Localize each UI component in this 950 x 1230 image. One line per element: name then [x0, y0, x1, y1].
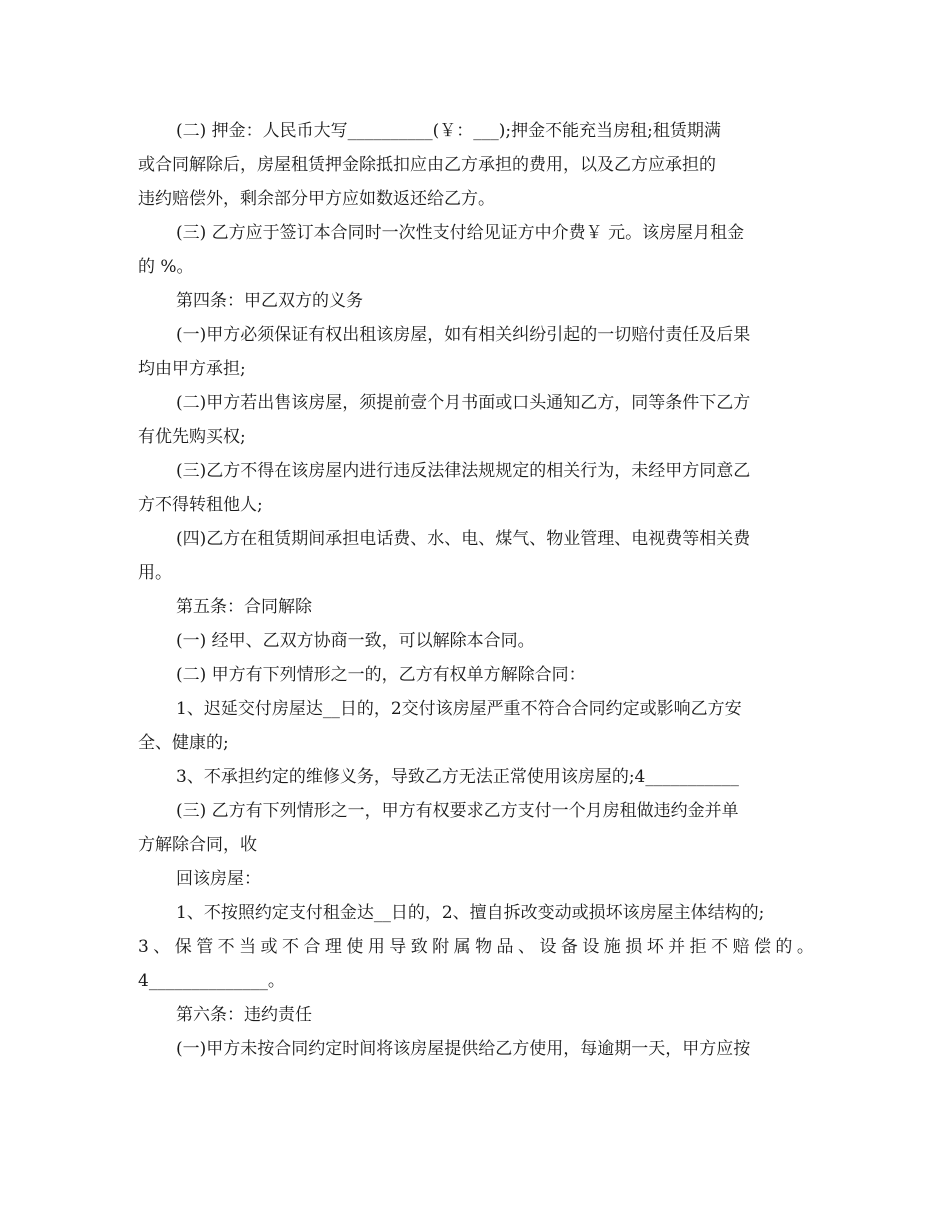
justified-char: 属 — [453, 937, 471, 957]
justified-char: 设 — [582, 937, 600, 957]
paragraph-line: (三) 乙方应于签订本合同时一次性支付给见证方中介费￥ 元。该房屋月租金 — [176, 223, 745, 243]
justified-char: 设 — [539, 937, 557, 957]
justified-char: 用 — [367, 937, 385, 957]
paragraph-line: (四)乙方在租赁期间承担电话费、水、电、煤气、物业管理、电视费等相关费 — [176, 529, 751, 549]
paragraph-line: 1、迟延交付房屋达__日的，2交付该房屋严重不符合合同约定或影响乙方安 — [176, 699, 742, 719]
paragraph-line: 3、不承担约定的维修义务，导致乙方无法正常使用该房屋的;4___________ — [176, 767, 739, 787]
justified-char: 物 — [475, 937, 493, 957]
justified-char: 备 — [560, 937, 578, 957]
justified-paragraph-line — [138, 936, 814, 958]
justified-char: 。 — [796, 937, 814, 957]
justified-char: 保 — [174, 937, 192, 957]
justified-char: 附 — [432, 937, 450, 957]
justified-char: 赔 — [732, 937, 750, 957]
section-heading: 第五条：合同解除 — [176, 597, 312, 617]
paragraph-line: 全、健康的; — [138, 733, 229, 753]
paragraph-line: (一)甲方未按合同约定时间将该房屋提供给乙方使用，每逾期一天，甲方应按 — [176, 1039, 751, 1059]
justified-char: 品 — [496, 937, 514, 957]
paragraph-line: 4______________。 — [138, 971, 285, 991]
justified-char: 导 — [389, 937, 407, 957]
justified-char: 不 — [282, 937, 299, 957]
paragraph-line: 1、不按照约定支付租金达__日的，2、擅自拆改变动或损坏该房屋主体结构的; — [176, 903, 765, 923]
paragraph-line: 方不得转租他人; — [138, 495, 263, 515]
paragraph-line: (三)乙方不得在该房屋内进行违反法律法规规定的相关行为，未经甲方同意乙 — [176, 461, 751, 481]
paragraph-line: (一) 经甲、乙双方协商一致，可以解除本合同。 — [176, 631, 535, 651]
justified-char: 的 — [775, 937, 793, 957]
paragraph-line: 方解除合同，收 — [138, 835, 257, 855]
justified-char: 损 — [625, 937, 643, 957]
justified-char: 致 — [410, 937, 428, 957]
paragraph-line: 或合同解除后，房屋租赁押金除抵扣应由乙方承担的费用，以及乙方应承担的 — [138, 155, 716, 175]
paragraph-line: 的 %。 — [138, 257, 194, 277]
justified-char: 、 — [517, 937, 535, 957]
justified-char: 坏 — [646, 937, 664, 957]
paragraph-line: 有优先购买权; — [138, 427, 246, 447]
justified-char: 不 — [711, 937, 729, 957]
paragraph-line: (二)甲方若出售该房屋，须提前壹个月书面或口头通知乙方，同等条件下乙方 — [176, 393, 751, 413]
justified-char: 不 — [217, 937, 235, 957]
paragraph-line: 用。 — [138, 563, 172, 583]
justified-char: 合 — [303, 937, 321, 957]
justified-char: 、 — [153, 937, 171, 957]
justified-char: 拒 — [689, 937, 707, 957]
justified-char: 3 — [138, 937, 149, 957]
justified-char: 理 — [324, 937, 342, 957]
paragraph-line: 违约赔偿外，剩余部分甲方应如数返还给乙方。 — [138, 189, 495, 209]
justified-char: 使 — [346, 937, 364, 957]
justified-char: 管 — [196, 937, 214, 957]
paragraph-line: (三) 乙方有下列情形之一，甲方有权要求乙方支付一个月房租做违约金并单 — [176, 801, 739, 821]
paragraph-line: 回该房屋： — [176, 869, 261, 889]
justified-char: 施 — [603, 937, 621, 957]
justified-char: 并 — [668, 937, 686, 957]
justified-char: 当 — [239, 937, 257, 957]
paragraph-line: (二) 押金：人民币大写__________(￥：___);押金不能充当房租;租赁期满 — [176, 121, 721, 141]
section-heading: 第六条：违约责任 — [176, 1005, 312, 1025]
paragraph-line: (一)甲方必须保证有权出租该房屋，如有相关纠纷引起的一切赔付责任及后果 — [176, 325, 751, 345]
paragraph-line: 均由甲方承担; — [138, 359, 246, 379]
justified-char: 偿 — [753, 937, 771, 957]
paragraph-line: (二) 甲方有下列情形之一的，乙方有权单方解除合同： — [176, 665, 586, 685]
justified-char: 或 — [260, 937, 278, 957]
section-heading: 第四条：甲乙双方的义务 — [176, 291, 363, 311]
